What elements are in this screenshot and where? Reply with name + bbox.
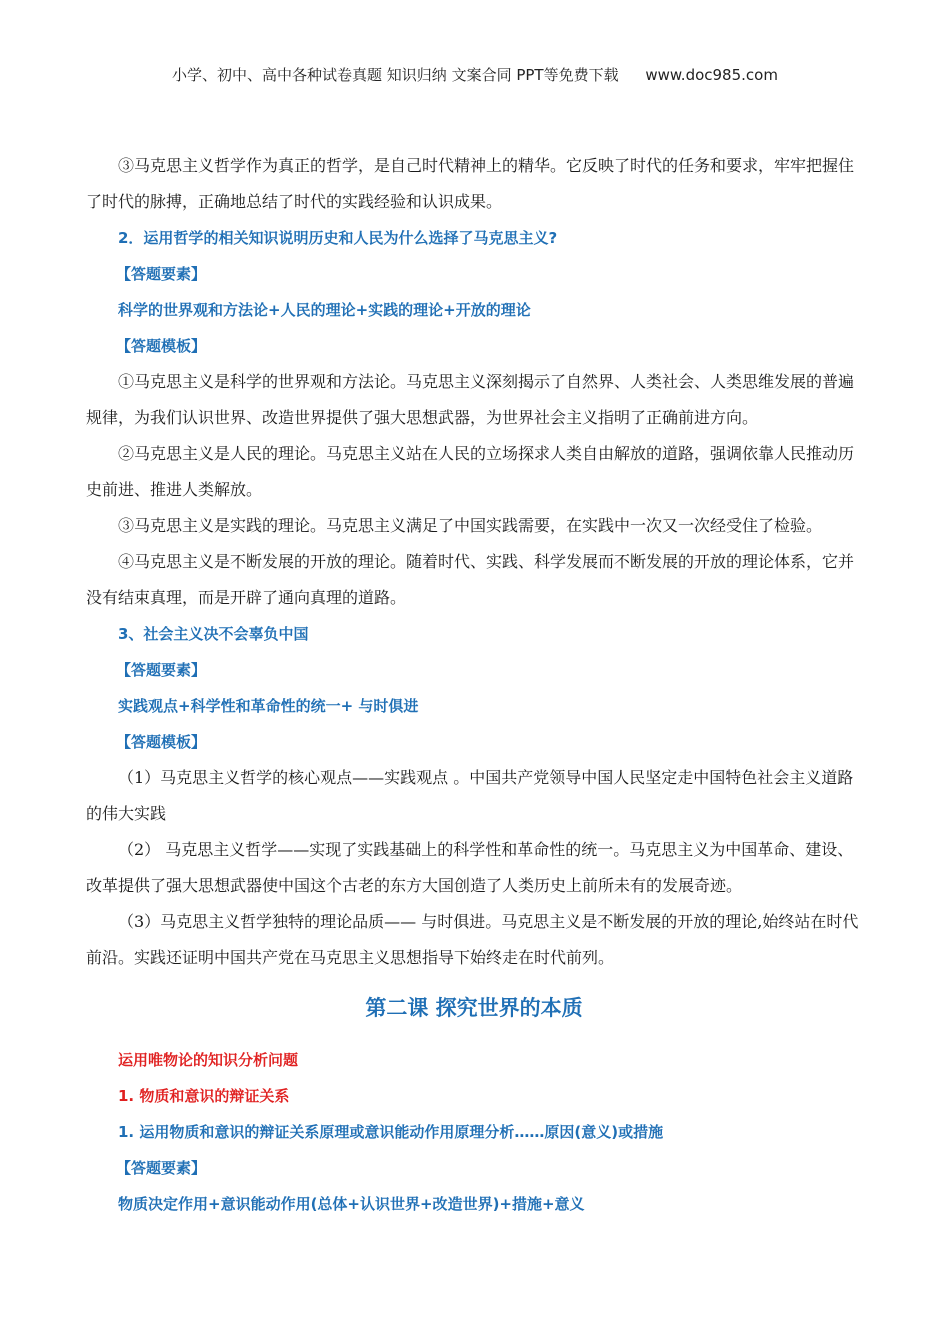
paragraph: （3）马克思主义哲学独特的理论品质—— 与时俱进。马克思主义是不断发展的开放的理论,始终站在时代前沿。实践还证明中国共产党在马克思主义思想指导下始终走在时代前列。	[86, 912, 859, 967]
answer-elements: 物质决定作用+意识能动作用(总体+认识世界+改造世界)+措施+意义	[118, 1195, 585, 1213]
answer-elements: 实践观点+科学性和革命性的统一+ 与时俱进	[118, 697, 419, 715]
paragraph: ①马克思主义是科学的世界观和方法论。马克思主义深刻揭示了自然界、人类社会、人类思维发展的普遍规律，为我们认识世界、改造世界提供了强大思想武器，为世界社会主义指明了正确前进方向。	[86, 372, 855, 427]
page-header	[0, 64, 950, 85]
red-subheading: 1. 物质和意识的辩证关系	[118, 1087, 290, 1105]
paragraph: （1）马克思主义哲学的核心观点——实践观点 。中国共产党领导中国人民坚定走中国特色社会主义道路的伟大实践	[86, 768, 854, 823]
header-text: 小学、初中、高中各种试卷真题 知识归纳 文案合同 PPT等免费下载	[172, 66, 619, 84]
header-site: www.doc985.com	[645, 66, 778, 84]
section-tag: 【答题要素】	[116, 265, 207, 283]
paragraph: ③马克思主义是实践的理论。马克思主义满足了中国实践需要，在实践中一次又一次经受住了检验。	[118, 516, 823, 535]
question-heading: 2．运用哲学的相关知识说明历史和人民为什么选择了马克思主义?	[118, 229, 558, 247]
lesson-title: 第二课 探究世界的本质	[365, 996, 583, 1020]
question-heading: 1. 运用物质和意识的辩证关系原理或意识能动作用原理分析……原因(意义)或措施	[118, 1123, 664, 1141]
section-tag: 【答题模板】	[116, 733, 207, 751]
question-heading: 3、社会主义决不会辜负中国	[118, 625, 309, 643]
paragraph: ②马克思主义是人民的理论。马克思主义站在人民的立场探求人类自由解放的道路，强调依靠人民推动历史前进、推进人类解放。	[86, 444, 855, 499]
answer-elements: 科学的世界观和方法论+人民的理论+实践的理论+开放的理论	[118, 301, 531, 319]
paragraph: ④马克思主义是不断发展的开放的理论。随着时代、实践、科学发展而不断发展的开放的理论体系，它并没有结束真理，而是开辟了通向真理的道路。	[86, 552, 855, 607]
document-body	[86, 148, 862, 1222]
section-tag: 【答题要素】	[116, 661, 207, 679]
paragraph: ③马克思主义哲学作为真正的哲学，是自己时代精神上的精华。它反映了时代的任务和要求，牢牢把握住了时代的脉搏，正确地总结了时代的实践经验和认识成果。	[86, 156, 855, 211]
red-heading: 运用唯物论的知识分析问题	[118, 1051, 299, 1069]
section-tag: 【答题要素】	[116, 1159, 207, 1177]
paragraph: （2） 马克思主义哲学——实现了实践基础上的科学性和革命性的统一。马克思主义为中国革命、建设、改革提供了强大思想武器使中国这个古老的东方大国创造了人类历史上前所未有的发展奇迹。	[86, 840, 854, 895]
section-tag: 【答题模板】	[116, 337, 207, 355]
